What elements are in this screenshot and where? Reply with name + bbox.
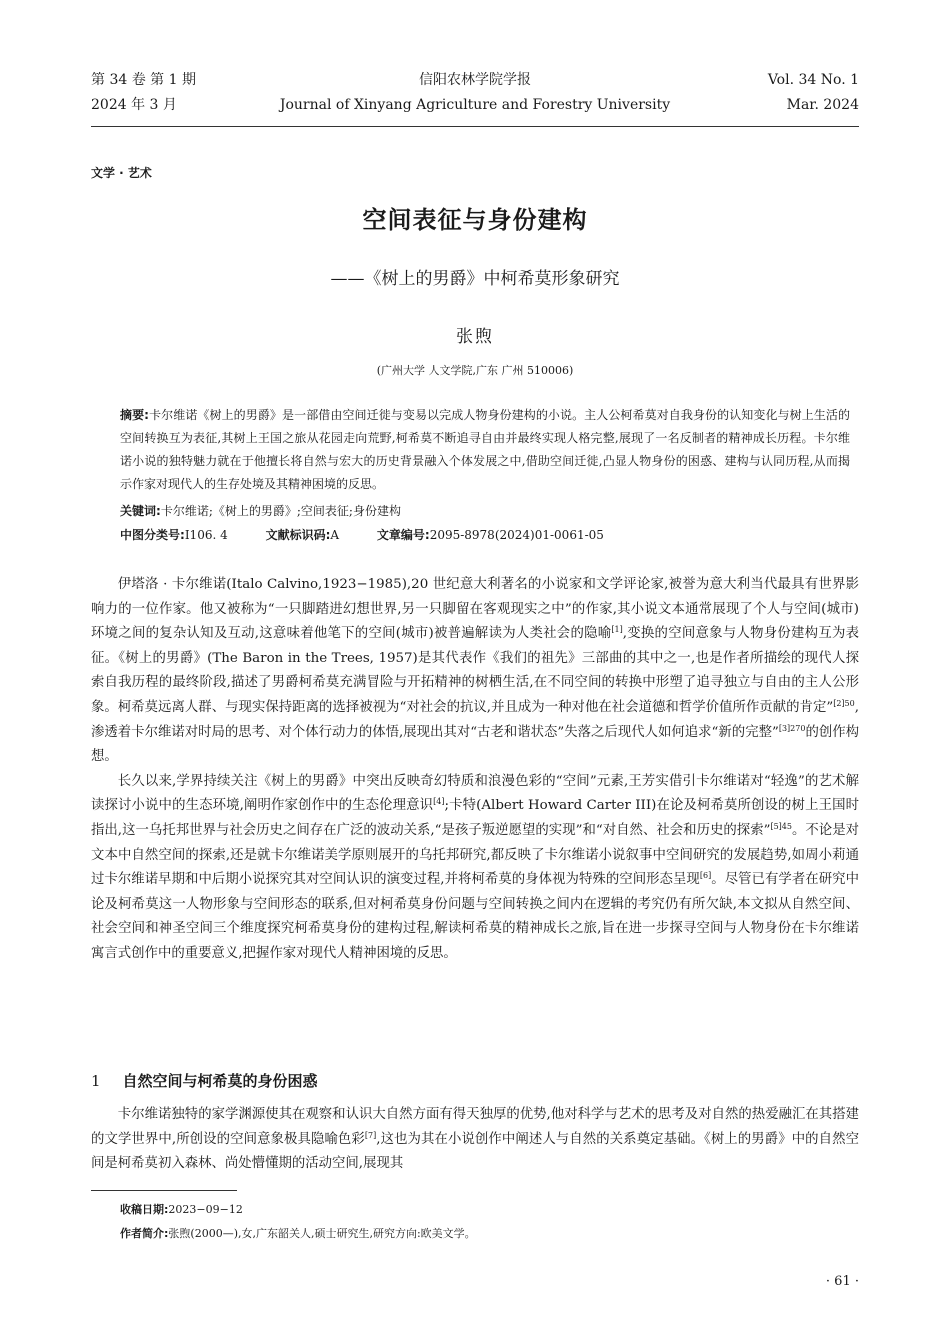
- citation-ref[interactable]: [1]: [611, 625, 623, 635]
- author-affiliation: (广州大学 人文学院,广东 广州 510006): [376, 364, 574, 377]
- header-journal-name: [91, 68, 859, 118]
- para1-part-b: ,变换的空间意象与人物身份建构互为表征。《树上的男爵》(The Baron in the Trees, 1957)是其代表作《我们的祖先》三部曲的其中之一,也是作者所描绘的现代人探索自我历程的最终阶段,描述了男爵柯希莫充满冒险与开拓精神的树栖生活,在不同空间的转换中形塑了追寻独立与自由的主人公形象。柯希莫远离人群、与现实保持距离的选择被视为“对社会的抗议,并且成为一种对他在社会道德和哲学价值所作贡献的肯定”: [91, 626, 859, 715]
- author-bio-value: 张煦(2000—),女,广东韶关人,硕士研究生,研究方向:欧美文学。: [168, 1227, 476, 1240]
- author-bio-label: 作者简介:: [120, 1227, 169, 1240]
- header-rule: [91, 126, 859, 127]
- classification-row: [120, 524, 850, 547]
- header-volume-en: [768, 68, 859, 118]
- doc-value: A: [330, 528, 340, 542]
- keywords-text: 卡尔维诺;《树上的男爵》;空间表征;身份建构: [160, 504, 401, 518]
- para3-part-a: 卡尔维诺独特的家学渊源使其在观察和认识大自然方面有得天独厚的优势,他对科学与艺术的思考及对自然的热爱融汇在其搭建的文学世界中,所创设的空间意象极具隐喻色彩: [91, 1107, 859, 1147]
- running-header: [91, 68, 859, 128]
- keywords: [120, 500, 850, 523]
- section-title: 自然空间与柯希莫的身份困惑: [122, 1072, 318, 1090]
- received-label: 收稿日期:: [120, 1203, 169, 1216]
- para2-part-d: 。尽管已有学者在研究中论及柯希莫这一人物形象与空间形态的联系,但对柯希莫身份问题与空间转换之间内在逻辑的考究仍有所欠缺,本文拟从自然空间、社会空间和神圣空间三个维度探究柯希莫身份的建构过程,解读柯希莫的精神成长之旅,旨在进一步探寻空间与人物身份在卡尔维诺寓言式创作中的重要意义,把握作家对现代人精神困境的反思。: [91, 872, 860, 961]
- article-author: 张煦: [456, 327, 494, 347]
- article-number: [377, 524, 604, 547]
- clc-code: [120, 524, 228, 547]
- clc-label: 中图分类号:: [120, 528, 185, 542]
- header-month-year: Mar. 2024: [786, 97, 859, 113]
- paragraph-3: [91, 1103, 859, 1177]
- citation-ref[interactable]: [2]50: [833, 698, 855, 708]
- article-subtitle: ——《树上的男爵》中柯希莫形象研究: [330, 269, 620, 289]
- art-value: 2095-8978(2024)01-0061-05: [429, 528, 604, 542]
- para3-part-b: ,这也为其在小说创作中阐述人与自然的关系奠定基础。《树上的男爵》中的自然空间是柯希莫初入森林、尚处懵懂期的活动空间,展现其: [91, 1131, 859, 1172]
- abstract: [120, 404, 850, 496]
- citation-ref[interactable]: [3]270: [778, 723, 806, 733]
- art-label: 文章编号:: [376, 528, 430, 542]
- body-text-section-1: [91, 1103, 859, 1177]
- column-label: 文学 · 艺术: [91, 166, 152, 180]
- citation-ref[interactable]: [7]: [364, 1130, 377, 1140]
- citation-ref[interactable]: [5]45: [770, 821, 792, 831]
- paragraph-1: [91, 573, 859, 770]
- page-number: · 61 ·: [825, 1274, 859, 1289]
- para2-part-a: 长久以来,学界持续关注《树上的男爵》中突出反映奇幻特质和浪漫色彩的“空间”元素,王芳实借引卡尔维诺对“轻逸”的艺术解读探讨小说中的生态环境,阐明作家创作中的生态伦理意识: [91, 773, 859, 814]
- footnote-rule: [91, 1190, 237, 1191]
- body-text: [91, 573, 859, 967]
- header-volume: 第 34 卷 第 1 期: [91, 72, 196, 88]
- journal-name-cn: 信阳农林学院学报: [419, 72, 531, 88]
- section-heading-1: [91, 1070, 318, 1091]
- document-code: [266, 524, 339, 547]
- footnote-author-bio: [120, 1224, 859, 1244]
- doc-label: 文献标识码:: [265, 528, 331, 542]
- citation-ref[interactable]: [4]: [433, 797, 445, 807]
- header-vol-no: Vol. 34 No. 1: [767, 72, 859, 88]
- received-value: 2023−09−12: [168, 1203, 243, 1216]
- para2-part-b: ;卡特(Albert Howard Carter III)在论及柯希莫所创设的树上王国时指出,这一乌托邦世界与社会历史之间存在广泛的波动关系,“是孩子叛逆愿望的实现”和“对自然、社会和历史的探索”: [91, 798, 859, 838]
- clc-value: I106. 4: [184, 528, 228, 542]
- header-date-cn: 2024 年 3 月: [91, 97, 177, 113]
- abstract-label: 摘要:: [120, 408, 149, 422]
- para1-part-d: 的创作构想。: [91, 724, 860, 765]
- footnote-received: [120, 1200, 859, 1220]
- para2-part-c: 。不论是对文本中自然空间的探索,还是就卡尔维诺美学原则展开的乌托邦研究,都反映了卡尔维诺小说叙事中空间研究的发展趋势,如周小莉通过卡尔维诺早期和中后期小说探究其对空间认识的演变过程,并将柯希莫的身体视为特殊的空间形态呈现: [91, 822, 859, 888]
- section-number: 1: [91, 1072, 101, 1090]
- keywords-label: 关键词:: [120, 504, 161, 518]
- journal-name-en: Journal of Xinyang Agriculture and Forestry University: [279, 97, 671, 113]
- para1-part-c: ,渗透着卡尔维诺对时局的思考、对个体行动力的体悟,展现出其对“古老和谐状态”失落之后现代人如何追求“新的完整”: [91, 699, 859, 740]
- citation-ref[interactable]: [6]: [699, 871, 712, 881]
- article-title: 空间表征与身份建构: [362, 206, 588, 234]
- para1-part-a: 伊塔洛 · 卡尔维诺(Italo Calvino,1923−1985),20 世纪意大利著名的小说家和文学评论家,被誉为意大利当代最具有世界影响力的一位作家。他又被称为“一只脚踏进幻想世界,另一只脚留在客观现实之中”的作家,其小说文本通常展现了个人与空间(城市)环境之间的复杂认知及互动,这意味着他笔下的空间(城市)被普遍解读为人类社会的隐喻: [91, 577, 859, 642]
- abstract-text: 卡尔维诺《树上的男爵》是一部借由空间迁徙与变易以完成人物身份建构的小说。主人公柯希莫对自我身份的认知变化与树上生活的空间转换互为表征,其树上王国之旅从花园走向荒野,柯希莫不断追寻自由并最终实现人格完整,展现了一名反制者的精神成长历程。卡尔维诺小说的独特魅力就在于他擅长将自然与宏大的历史背景融入个体发展之中,借助空间迁徙,凸显人物身份的困惑、建构与认同历程,从而揭示作家对现代人的生存处境及其精神困境的反思。: [120, 408, 850, 491]
- paragraph-2: [91, 770, 859, 967]
